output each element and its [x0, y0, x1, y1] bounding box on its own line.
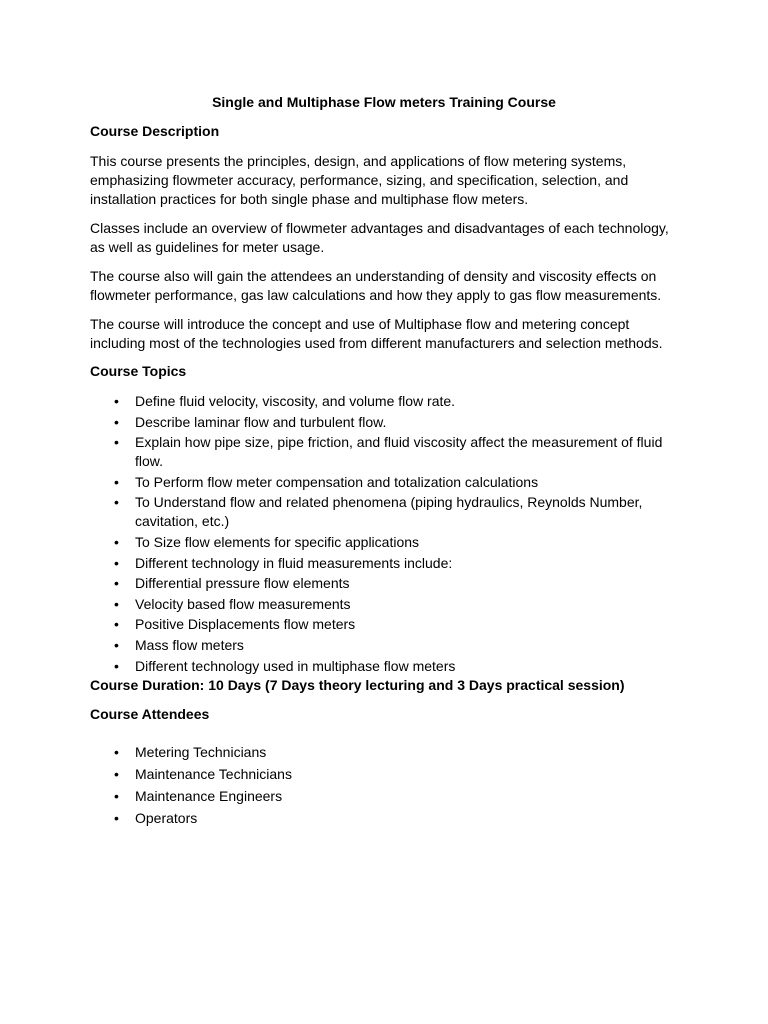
description-heading: Course Description — [90, 123, 220, 139]
description-paragraph-4: The course will introduce the concept and use of Multiphase flow and metering concept including most of the technologies used from different manufacturers and selection methods. — [90, 316, 663, 351]
list-item — [90, 413, 678, 432]
course-duration: Course Duration: 10 Days (7 Days theory lecturing and 3 Days practical session) — [90, 677, 625, 694]
topics-heading: Course Topics — [90, 363, 187, 379]
list-item — [90, 533, 678, 552]
attendee-text: Operators — [135, 810, 198, 827]
topic-text: Mass flow meters — [135, 636, 244, 653]
topic-text: To Perform flow meter compensation and totalization calculations — [135, 473, 539, 490]
list-item — [90, 392, 678, 411]
description-paragraph-3: The course also will gain the attendees an understanding of density and viscosity effects on flowmeter performance, gas law calculations and how they apply to gas flow measurements. — [90, 268, 662, 303]
topic-text: To Size flow elements for specific applications — [135, 533, 420, 550]
list-item — [90, 574, 678, 593]
list-item — [90, 554, 678, 573]
bullet-icon: • — [114, 413, 119, 430]
bullet-icon: • — [114, 810, 119, 827]
bullet-icon: • — [114, 657, 119, 674]
list-item — [90, 433, 678, 471]
topics-list — [90, 392, 678, 676]
list-item — [90, 636, 678, 655]
bullet-icon: • — [114, 636, 119, 653]
attendees-heading: Course Attendees — [90, 706, 210, 723]
bullet-icon: • — [114, 554, 119, 571]
attendee-text: Metering Technicians — [135, 744, 267, 761]
list-item — [90, 493, 678, 531]
list-item — [90, 657, 678, 676]
topic-text: Define fluid velocity, viscosity, and volume flow rate. — [135, 393, 456, 409]
topic-text: Different technology used in multiphase flow meters — [135, 657, 456, 674]
list-item — [90, 595, 678, 614]
topic-text: Different technology in fluid measurements include: — [135, 554, 453, 571]
bullet-icon: • — [114, 533, 119, 550]
attendee-text: Maintenance Engineers — [135, 788, 283, 805]
topic-text: Explain how pipe size, pipe friction, and fluid viscosity affect the measurement of fluid flow. — [135, 434, 663, 470]
bullet-icon: • — [114, 494, 119, 511]
list-item — [90, 787, 678, 806]
list-item — [90, 473, 678, 492]
bullet-icon: • — [114, 575, 119, 592]
document-title: Single and Multiphase Flow meters Training Course — [212, 94, 556, 110]
topic-text: Positive Displacements flow meters — [135, 616, 356, 633]
bullet-icon: • — [114, 434, 119, 451]
topic-text: Describe laminar flow and turbulent flow. — [135, 413, 387, 430]
list-item — [90, 765, 678, 784]
bullet-icon: • — [114, 766, 119, 783]
description-paragraph-2: Classes include an overview of flowmeter advantages and disadvantages of each technology, as well as guidelines for meter usage. — [90, 220, 669, 255]
bullet-icon: • — [114, 473, 119, 490]
list-item — [90, 809, 678, 828]
attendee-text: Maintenance Technicians — [135, 766, 292, 783]
list-item — [90, 615, 678, 634]
description-paragraph-1: This course presents the principles, design, and applications of flow metering systems, emphasizing flowmeter accuracy, performance, sizing, and specification, selection, and installation practices for both single phase and multiphase flow meters. — [90, 153, 629, 207]
bullet-icon: • — [114, 788, 119, 805]
topic-text: Velocity based flow measurements — [135, 595, 351, 612]
bullet-icon: • — [114, 393, 119, 409]
topic-text: To Understand flow and related phenomena (piping hydraulics, Reynolds Number, cavitation, etc.) — [135, 494, 643, 530]
topic-text: Differential pressure flow elements — [135, 575, 350, 592]
bullet-icon: • — [114, 616, 119, 633]
attendees-list — [90, 743, 678, 828]
list-item — [90, 743, 678, 762]
bullet-icon: • — [114, 595, 119, 612]
bullet-icon: • — [114, 744, 119, 761]
